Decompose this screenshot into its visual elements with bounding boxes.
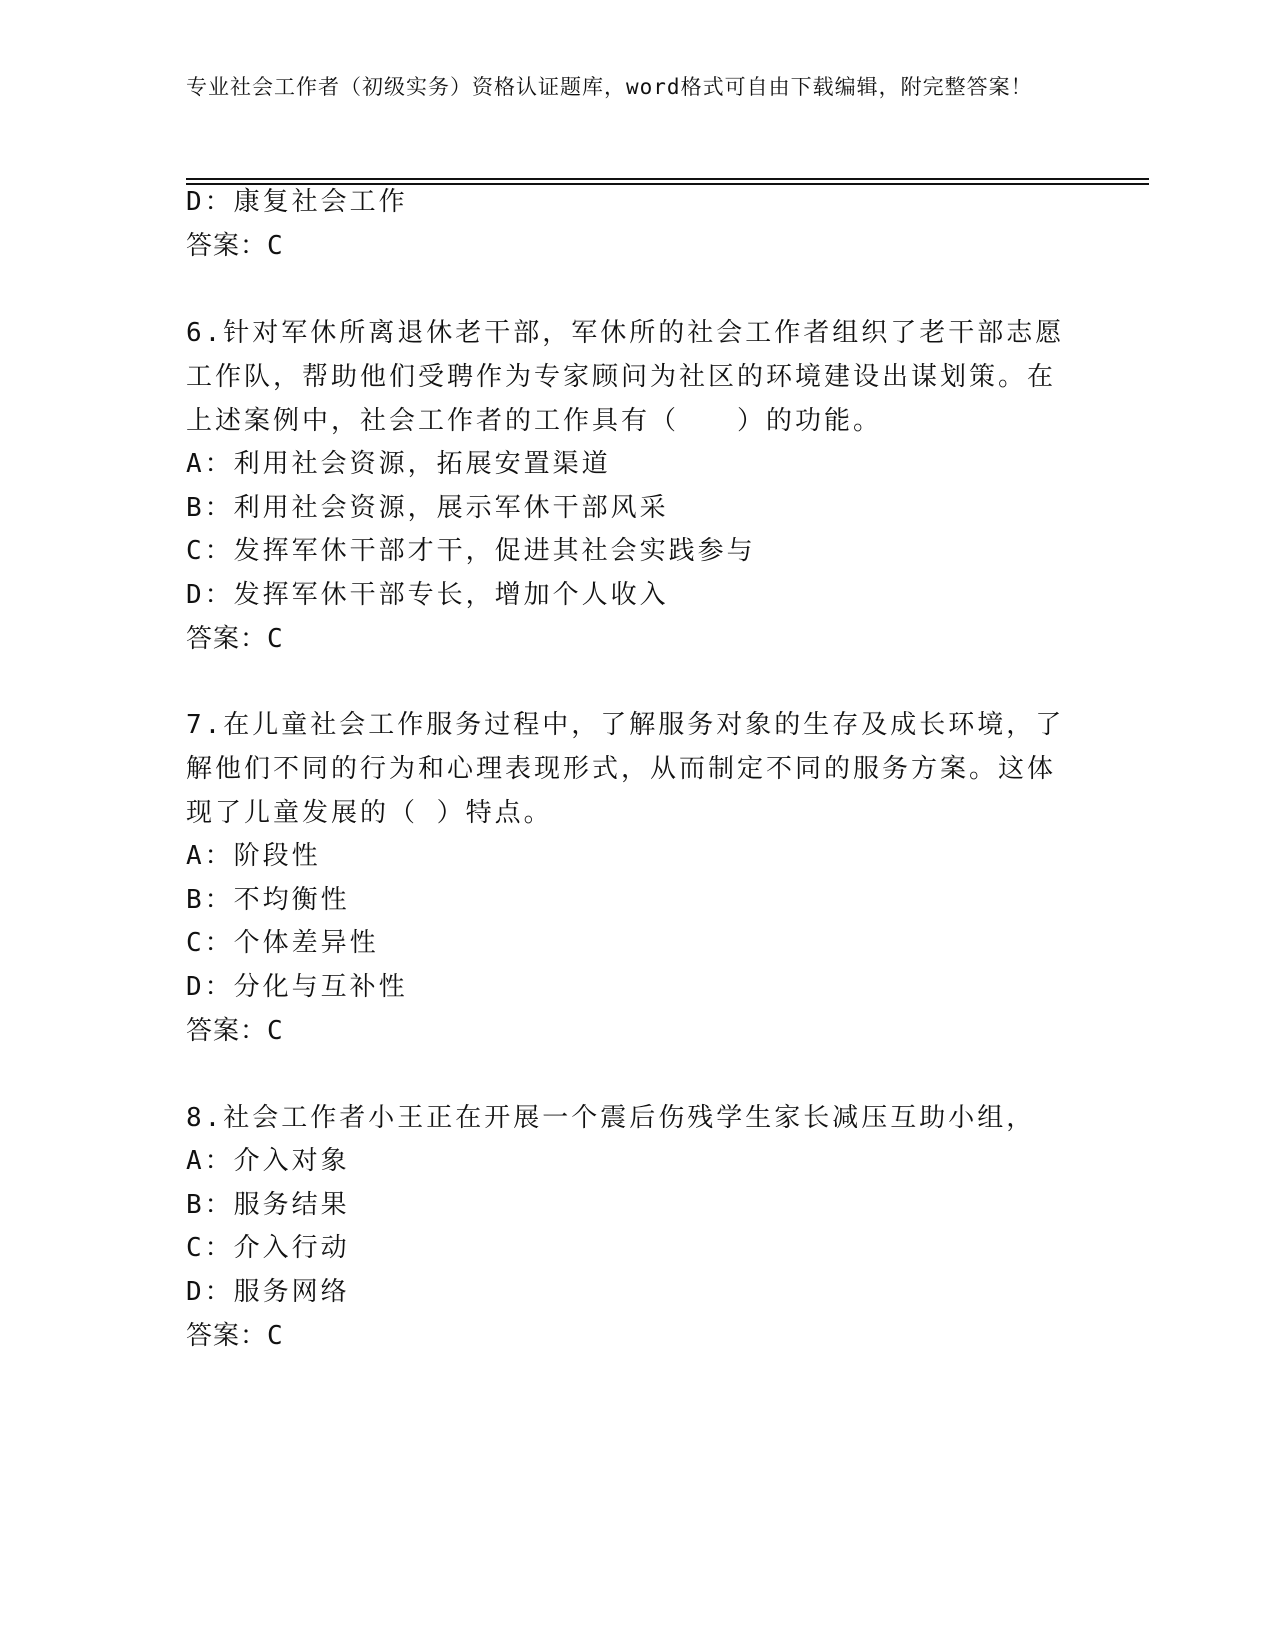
q8-option-a: A：介入对象 [186, 1146, 350, 1176]
q6-option-a: A：利用社会资源，拓展安置渠道 [186, 449, 611, 479]
prev-answer: 答案：C [186, 231, 284, 261]
q6-stem-line-1: 6.针对军休所离退休老干部，军休所的社会工作者组织了老干部志愿 [186, 318, 1065, 348]
q6-stem-line-3: 上述案例中，社会工作者的工作具有（ ）的功能。 [186, 406, 883, 436]
q8-stem-line-1: 8.社会工作者小王正在开展一个震后伤残学生家长减压互助小组， [186, 1103, 1036, 1133]
header-divider-top [186, 178, 1149, 180]
q7-option-c: C：个体差异性 [186, 928, 379, 958]
q6-stem-line-2: 工作队，帮助他们受聘作为专家顾问为社区的环境建设出谋划策。在 [186, 362, 1057, 392]
q8-answer: 答案：C [186, 1321, 284, 1351]
q6-option-c: C：发挥军休干部才干，促进其社会实践参与 [186, 536, 756, 566]
q7-stem-line-1: 7.在儿童社会工作服务过程中，了解服务对象的生存及成长环境，了 [186, 710, 1065, 740]
q7-option-a: A：阶段性 [186, 841, 321, 871]
q7-option-d: D：分化与互补性 [186, 972, 408, 1002]
q7-stem-line-2: 解他们不同的行为和心理表现形式，从而制定不同的服务方案。这体 [186, 754, 1057, 784]
q8-option-d: D：服务网络 [186, 1277, 350, 1307]
q8-option-c: C：介入行动 [186, 1233, 350, 1263]
q8-option-b: B：服务结果 [186, 1190, 350, 1220]
q7-option-b: B：不均衡性 [186, 885, 350, 915]
q6-answer: 答案：C [186, 624, 284, 654]
q6-option-d: D：发挥军休干部专长，增加个人收入 [186, 580, 669, 610]
prev-option-d: D：康复社会工作 [186, 187, 408, 217]
q7-stem-line-3: 现了儿童发展的（ ）特点。 [186, 798, 553, 828]
document-header: 专业社会工作者（初级实务）资格认证题库，word格式可自由下载编辑，附完整答案！ [186, 75, 1033, 99]
q6-option-b: B：利用社会资源，展示军休干部风采 [186, 493, 669, 523]
q7-answer: 答案：C [186, 1016, 284, 1046]
